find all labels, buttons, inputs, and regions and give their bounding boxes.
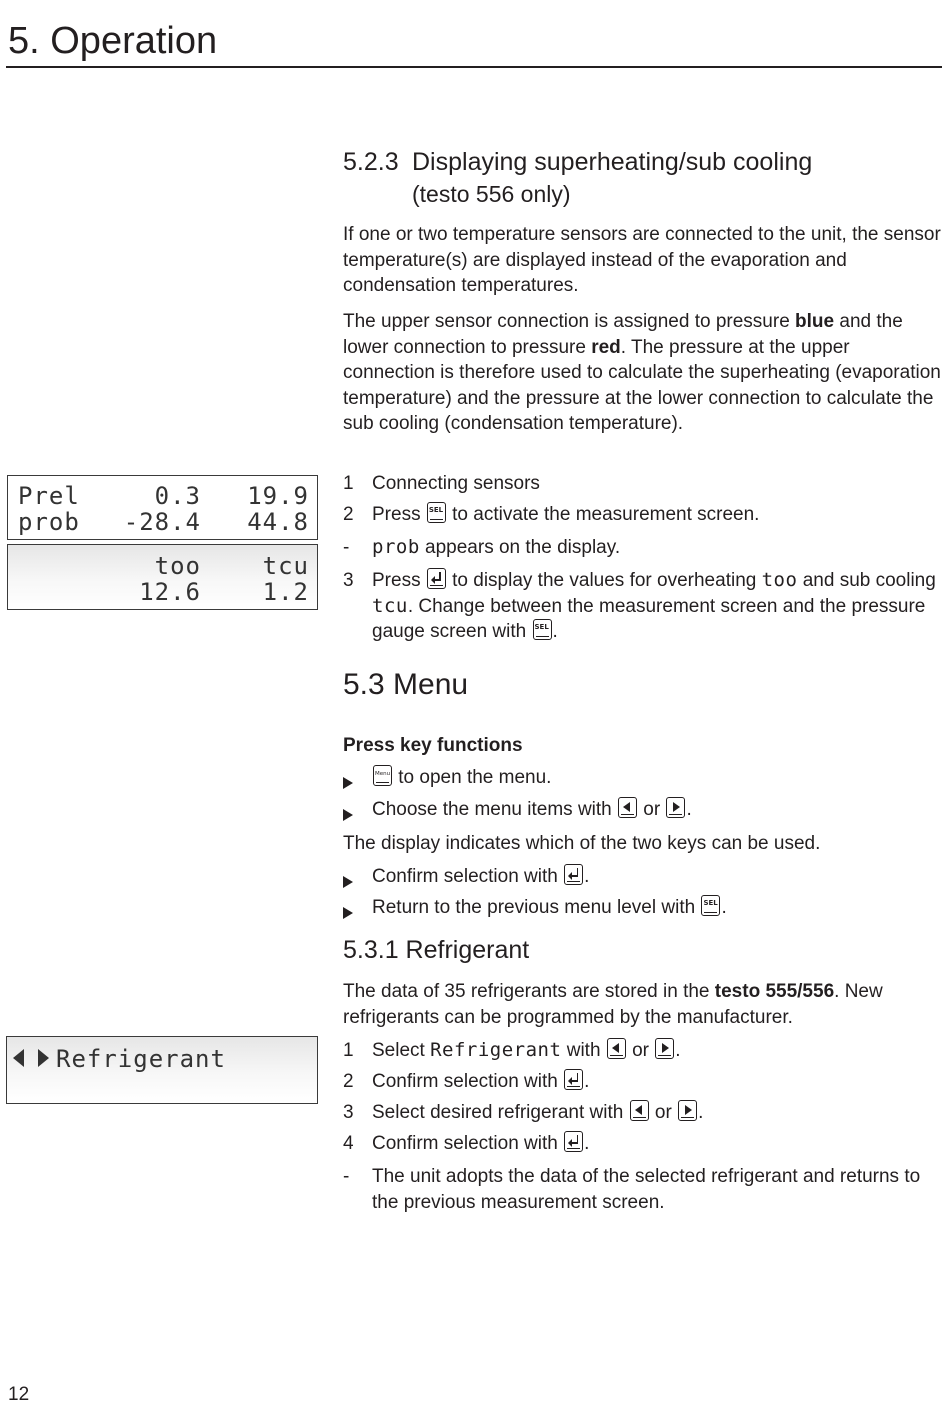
- lcd-row: [8, 552, 317, 578]
- chapter-title: 5. Operation: [8, 20, 218, 62]
- bold-text: red: [591, 336, 621, 358]
- section-number: 5.2.3: [343, 148, 399, 176]
- lcd-row: [8, 578, 317, 604]
- text: Select desired refrigerant with: [372, 1102, 629, 1123]
- section-title-line2: (testo 556 only): [412, 181, 571, 207]
- text: The upper sensor connection is assigned to pressure: [343, 311, 796, 332]
- step-text: Connecting sensors: [372, 473, 540, 494]
- step-number: 3: [343, 1102, 354, 1123]
- lcd-label: too: [154, 552, 201, 580]
- result-dash: -: [343, 1166, 350, 1187]
- bold-text: testo 555/556: [714, 981, 835, 1002]
- key-label: SEL: [703, 899, 718, 907]
- display-code: too: [761, 569, 798, 591]
- display-code: prob: [372, 536, 420, 558]
- key-label: SEL: [534, 623, 549, 632]
- text: . New refrigerants can be programmed by the manufacturer.: [343, 981, 883, 1028]
- key-label: Menu: [375, 771, 391, 777]
- step-text: [372, 1038, 942, 1064]
- step-number: 2: [343, 504, 354, 525]
- step-text: [372, 535, 942, 561]
- enter-key-icon: [564, 864, 583, 885]
- step-text: [372, 797, 942, 823]
- result-dash: -: [343, 537, 350, 558]
- lcd-value: 1.2: [262, 578, 309, 606]
- step-text: [372, 765, 942, 791]
- text: or: [649, 1102, 678, 1123]
- section-title: Displaying superheating/sub cooling: [412, 148, 813, 176]
- left-key-icon: [607, 1038, 626, 1059]
- text: .: [584, 1133, 590, 1154]
- paragraph: The display indicates which of the two keys can be used.: [343, 833, 821, 854]
- step-number: 1: [343, 1040, 354, 1061]
- menu-key-icon: [373, 765, 392, 786]
- text: Confirm selection with: [372, 866, 564, 887]
- text: to activate the measurement screen.: [446, 504, 760, 525]
- left-key-icon: [630, 1100, 649, 1121]
- lcd-value: 19.9: [247, 482, 309, 510]
- bold-text: blue: [795, 311, 835, 332]
- step-text: The unit adopts the data of the selected refrigerant and returns to the previous measurement screen.: [372, 1166, 921, 1213]
- step-text: [372, 864, 942, 890]
- text: .: [686, 799, 692, 820]
- right-key-icon: [655, 1038, 674, 1059]
- lcd-row: [8, 508, 317, 534]
- key-label: SEL: [428, 506, 444, 514]
- lcd-display-measurement: [7, 475, 318, 540]
- text: to open the menu.: [393, 767, 552, 788]
- enter-key-icon: [564, 1131, 583, 1152]
- sel-key-icon: [701, 895, 720, 916]
- text: with: [561, 1040, 606, 1061]
- step-number: 2: [343, 1071, 354, 1092]
- text: Select: [372, 1040, 431, 1061]
- text: to display the values for overheating: [446, 570, 762, 591]
- left-key-icon: [618, 797, 637, 818]
- step-text: [372, 1131, 942, 1157]
- text: or: [638, 799, 666, 820]
- text: Choose the menu items with: [372, 799, 618, 820]
- text: Return to the previous menu level with: [372, 897, 701, 918]
- sel-key-icon: [533, 619, 552, 640]
- step-text: [372, 568, 942, 645]
- text: .: [552, 621, 558, 643]
- paragraph: If one or two temperature sensors are connected to the unit, the sensor temperature(s) are displayed instead of the evaporation and condensation temperatures.: [343, 224, 941, 297]
- bullet-arrow-icon: [343, 870, 365, 896]
- right-key-icon: [678, 1100, 697, 1121]
- bullet-arrow-icon: [343, 901, 365, 927]
- chapter-rule: [6, 66, 942, 68]
- lcd-display-superheat: [7, 544, 318, 610]
- text: .: [675, 1040, 681, 1061]
- lcd-value: 0.3: [154, 482, 201, 510]
- step-text: [372, 1100, 942, 1126]
- arrow-right-icon: [38, 1049, 49, 1067]
- text: .: [584, 866, 590, 887]
- text: Press: [372, 504, 426, 525]
- lcd-label: tcu: [262, 552, 309, 580]
- paragraph: [343, 309, 941, 437]
- step-number: 3: [343, 570, 354, 591]
- text: Press: [372, 570, 426, 591]
- lcd-value: 44.8: [247, 508, 309, 536]
- bullet-arrow-icon: [343, 803, 365, 829]
- lcd-label: prob: [18, 508, 80, 536]
- lcd-display-refrigerant: [6, 1036, 318, 1104]
- arrow-left-icon: [13, 1049, 24, 1067]
- step-text: [372, 502, 942, 528]
- text: .: [584, 1071, 590, 1092]
- lcd-value: 12.6: [139, 578, 201, 606]
- bullet-arrow-icon: [343, 771, 365, 797]
- text: .: [698, 1102, 704, 1123]
- text: .: [721, 897, 727, 918]
- text: . The pressure at the upper connection is therefore used to calculate the superheating (evaporation temperature) and the pressure at the lower connection to calculate the sub cooling (condensation temperature).: [343, 336, 941, 435]
- text: and sub cooling: [797, 570, 936, 591]
- step-text: [372, 895, 942, 921]
- text: Confirm selection with: [372, 1071, 564, 1092]
- page-number: 12: [8, 1384, 30, 1405]
- paragraph: [343, 979, 941, 1030]
- right-key-icon: [666, 797, 685, 818]
- text: Confirm selection with: [372, 1133, 564, 1154]
- lcd-row: [8, 482, 317, 508]
- text: or: [626, 1040, 655, 1061]
- step-number: 1: [343, 473, 354, 494]
- lcd-label: Prel: [18, 482, 80, 510]
- text: The data of 35 refrigerants are stored in the: [343, 981, 715, 1002]
- lcd-value: -28.4: [123, 508, 201, 536]
- step-text: [372, 1069, 942, 1095]
- enter-key-icon: [427, 568, 446, 589]
- display-code: tcu: [372, 594, 408, 617]
- sel-key-icon: [427, 502, 446, 523]
- section-title: 5.3.1 Refrigerant: [343, 936, 530, 964]
- section-title: 5.3 Menu: [343, 668, 469, 701]
- text: appears on the display.: [419, 537, 621, 558]
- enter-key-icon: [564, 1069, 583, 1090]
- subheading: Press key functions: [343, 735, 523, 756]
- step-number: 4: [343, 1133, 354, 1154]
- lcd-text: Refrigerant: [56, 1045, 226, 1073]
- display-code: Refrigerant: [430, 1039, 562, 1061]
- text: . Change between the measurement screen and the pressure gauge screen with: [372, 595, 926, 643]
- text: and the lower connection to pressure: [343, 311, 903, 358]
